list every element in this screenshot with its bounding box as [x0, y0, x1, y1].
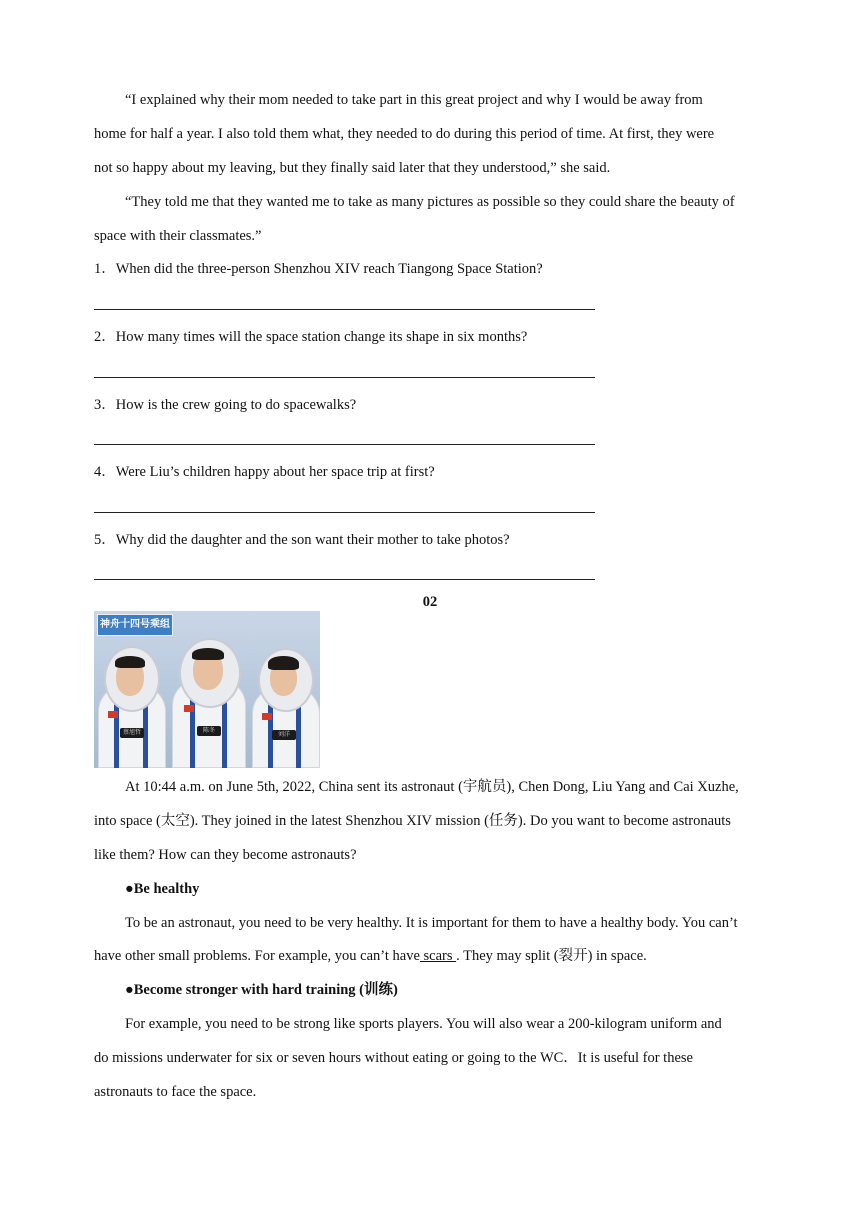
paragraph-line: do missions underwater for six or seven hours without eating or going to the WC．It is useful for these — [94, 1050, 693, 1066]
paragraph-line: “I explained why their mom needed to take part in this great project and why I would be away from — [125, 92, 703, 108]
answer-line-1[interactable] — [94, 309, 595, 310]
paragraph-line: home for half a year. I also told them what, they needed to do during this period of time. At first, they were — [94, 126, 715, 142]
paragraph-line: space with their classmates.” — [94, 228, 262, 244]
section-heading: ●Become stronger with hard training (训练) — [125, 982, 398, 998]
underlined-word: scars — [419, 948, 457, 964]
name-tag: 陈冬 — [197, 726, 221, 736]
text-segment: . They may split (裂开) in space. — [456, 948, 647, 964]
text-segment: have other small problems. For example, you can’t have — [94, 948, 420, 964]
answer-line-3[interactable] — [94, 444, 595, 445]
paragraph-line: To be an astronaut, you need to be very healthy. It is important for them to have a healthy body. You can’t — [125, 915, 738, 931]
astronaut-figure — [170, 628, 248, 768]
paragraph-line: “They told me that they wanted me to take as many pictures as possible so they could share the beauty of — [125, 194, 735, 210]
astronaut-figure — [250, 640, 320, 768]
answer-line-4[interactable] — [94, 512, 595, 513]
paragraph-line: into space (太空). They joined in the latest Shenzhou XIV mission (任务). Do you want to become astronauts — [94, 813, 731, 829]
question-4: 4．Were Liu’s children happy about her space trip at first? — [94, 464, 435, 480]
question-1: 1．When did the three-person Shenzhou XIV reach Tiangong Space Station? — [94, 261, 543, 277]
astronaut-figure — [96, 638, 168, 768]
paragraph-line: At 10:44 a.m. on June 5th, 2022, China sent its astronaut (宇航员), Chen Dong, Liu Yang and Cai Xuzhe, — [125, 779, 739, 795]
paragraph-line — [94, 946, 647, 966]
astronaut-photo — [94, 611, 320, 768]
paragraph-line: For example, you need to be strong like sports players. You will also wear a 200-kilogram uniform and — [125, 1016, 722, 1032]
question-2: 2．How many times will the space station change its shape in six months? — [94, 329, 528, 345]
name-tag: 蔡旭哲 — [120, 728, 144, 738]
name-tag: 刘洋 — [272, 730, 296, 740]
photo-banner: 神舟十四号乘组 — [97, 614, 173, 636]
section-number: 02 — [422, 594, 438, 610]
answer-line-2[interactable] — [94, 377, 595, 378]
paragraph-line: astronauts to face the space. — [94, 1084, 257, 1100]
question-3: 3．How is the crew going to do spacewalks? — [94, 397, 357, 413]
paragraph-line: like them? How can they become astronauts? — [94, 847, 357, 863]
question-5: 5．Why did the daughter and the son want their mother to take photos? — [94, 532, 510, 548]
answer-line-5[interactable] — [94, 579, 595, 580]
paragraph-line: not so happy about my leaving, but they finally said later that they understood,” she said. — [94, 160, 611, 176]
section-heading: ●Be healthy — [125, 881, 200, 897]
